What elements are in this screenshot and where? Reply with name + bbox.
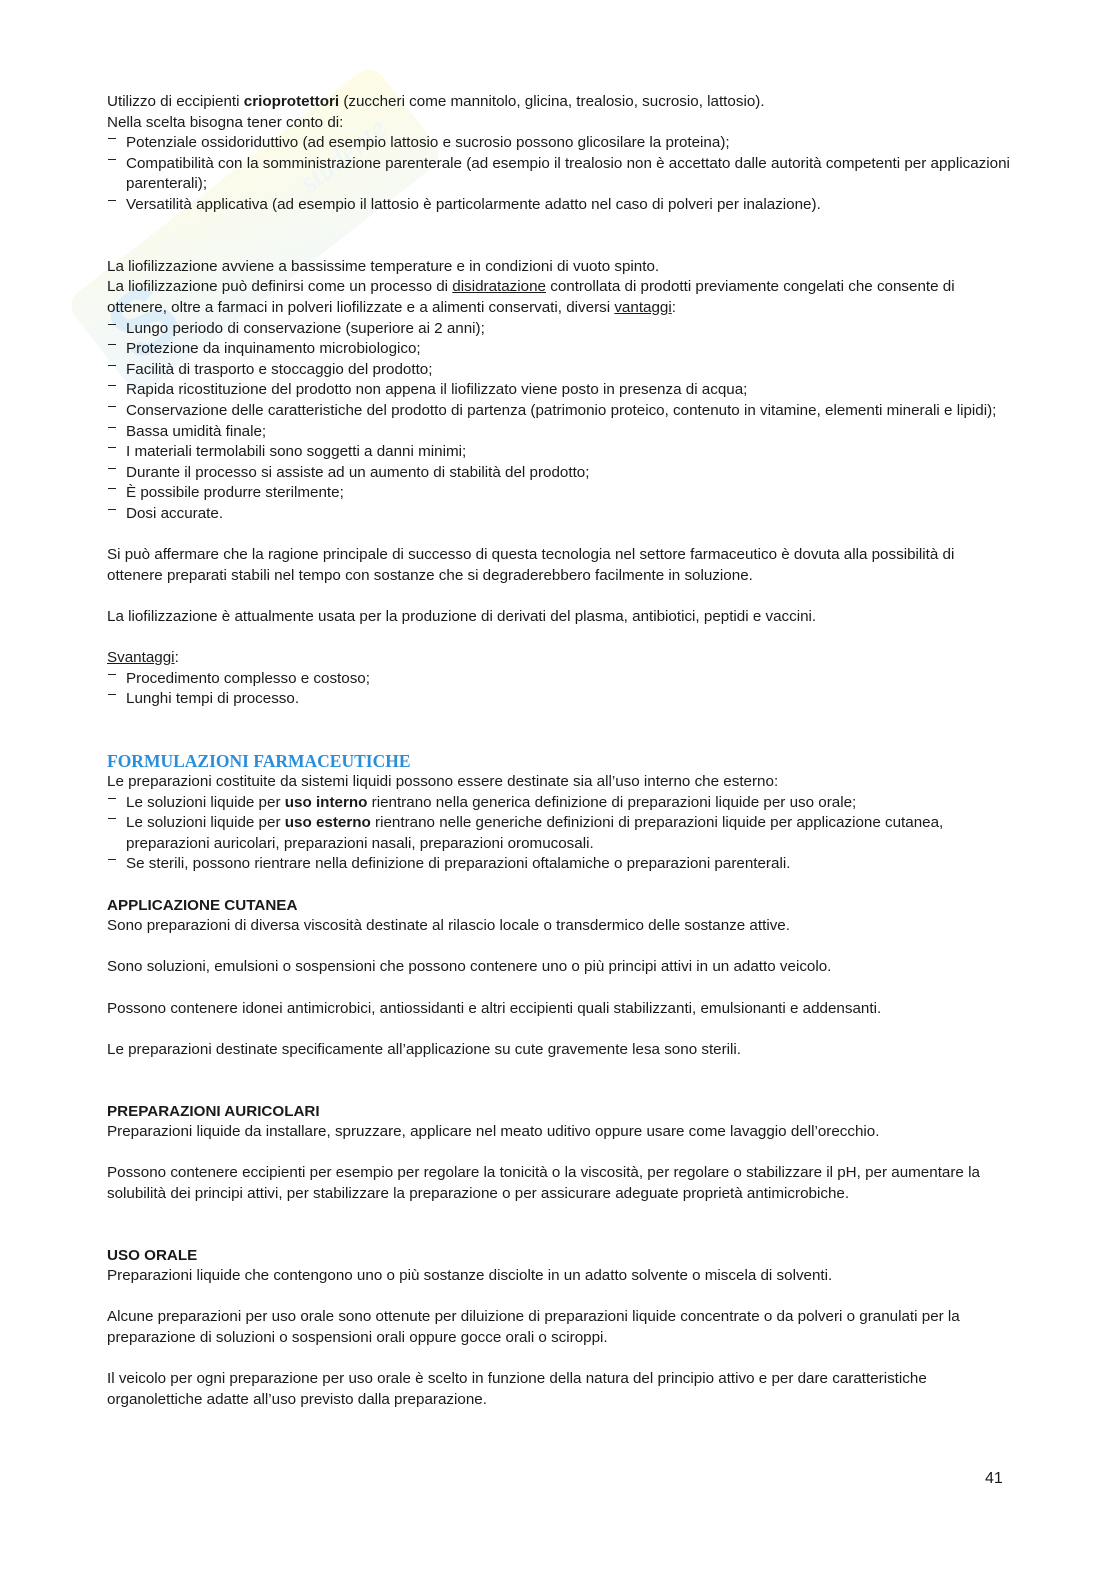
cutanea-paragraph-1: Sono preparazioni di diversa viscosità destinate al rilascio locale o transdermico delle sostanze attive. xyxy=(107,917,790,935)
cutanea-paragraph-3: Possono contenere idonei antimicrobici, antiossidanti e altri eccipienti quali stabilizzanti, emulsionanti e addensanti. xyxy=(107,999,882,1017)
section-title-cutanea: APPLICAZIONE CUTANEA xyxy=(107,896,298,914)
list-item: Lunghi tempi di processo. xyxy=(107,689,1012,710)
auricolari-paragraph-2: Possono contenere eccipienti per esempio per regolare la tonicità o la viscosità, per regolare o stabilizzare il pH, per aumentare la solubilità dei principi attivi, per stabilizzare la preparazione o per assicurare adeguate proprietà antimicrobiche. xyxy=(107,1164,980,1202)
list-item: Versatilità applicativa (ad esempio il lattosio è particolarmente adatto nel caso di polveri per inalazione). xyxy=(107,195,1012,216)
list-item: Conservazione delle caratteristiche del prodotto di partenza (patrimonio proteico, contenuto in vitamine, elementi minerali e lipidi); xyxy=(107,401,1012,422)
list-item: Protezione da inquinamento microbiologico; xyxy=(107,339,1012,360)
liofilizzazione-paragraph-1: La liofilizzazione avviene a bassissime temperature e in condizioni di vuoto spinto. xyxy=(107,257,660,275)
successo-paragraph: Si può affermare che la ragione principale di successo di questa tecnologia nel settore farmaceutico è dovuta alla possibilità di ottenere preparati stabili nel tempo con sostanze che si degraderebbero facilmente in soluzione. xyxy=(107,546,955,584)
svantaggi-heading: Svantaggi: xyxy=(107,649,179,667)
list-item: Facilità di trasporto e stoccaggio del prodotto; xyxy=(107,360,1012,381)
list-item: Rapida ricostituzione del prodotto non appena il liofilizzato viene posto in presenza di acqua; xyxy=(107,380,1012,401)
orale-paragraph-3: Il veicolo per ogni preparazione per uso orale è scelto in funzione della natura del principio attivo e per dare caratteristiche organolettiche adatte all’uso previsto dalla preparazione. xyxy=(107,1370,927,1408)
section-title-formulazioni: FORMULAZIONI FARMACEUTICHE xyxy=(107,751,411,771)
crioprotettori-paragraph: Utilizzo di eccipienti crioprotettori (zuccheri come mannitolo, glicina, trealosio, sucrosio, lattosio). xyxy=(107,93,765,110)
svg-text:S: S xyxy=(88,262,200,382)
scelta-paragraph: Nella scelta bisogna tener conto di: xyxy=(107,113,344,131)
liofilizzazione-paragraph-2: La liofilizzazione può definirsi come un processo di disidratazione controllata di prodotti previamente congelati che consente di ottenere, oltre a farmaci in polveri liofilizzate e a alimenti conservati, diversi vantaggi: xyxy=(107,278,955,316)
list-item: È possibile produrre sterilmente; xyxy=(107,483,1012,504)
list-item: Durante il processo si assiste ad un aumento di stabilità del prodotto; xyxy=(107,463,1012,484)
svantaggi-list xyxy=(107,669,1012,710)
orale-paragraph-1: Preparazioni liquide che contengono uno o più sostanze disciolte in un adatto solvente o miscela di solventi. xyxy=(107,1267,833,1285)
section-title-auricolari: PREPARAZIONI AURICOLARI xyxy=(107,1102,320,1120)
list-item: I materiali termolabili sono soggetti a danni minimi; xyxy=(107,442,1012,463)
formulazioni-intro: Le preparazioni costituite da sistemi liquidi possono essere destinate sia all’uso interno che esterno: xyxy=(107,773,779,790)
cutanea-paragraph-2: Sono soluzioni, emulsioni o sospensioni che possono contenere uno o più principi attivi in un adatto veicolo. xyxy=(107,958,832,976)
list-item: Le soluzioni liquide per uso esterno rientrano nelle generiche definizioni di preparazioni liquide per applicazione cutanea, preparazioni auricolari, preparazioni nasali, preparazioni oromucosali. xyxy=(107,813,1012,854)
section-title-orale: USO ORALE xyxy=(107,1246,198,1264)
formulazioni-list xyxy=(107,793,1012,875)
cutanea-paragraph-4: Le preparazioni destinate specificamente all’applicazione su cute gravemente lesa sono sterili. xyxy=(107,1040,742,1058)
auricolari-paragraph-1: Preparazioni liquide da installare, spruzzare, applicare nel meato uditivo oppure usare come lavaggio dell’orecchio. xyxy=(107,1123,880,1141)
page-number: 41 xyxy=(985,1470,1003,1487)
list-item: Le soluzioni liquide per uso interno rientrano nella generica definizione di preparazioni liquide per uso orale; xyxy=(107,793,1012,814)
list-item: Bassa umidità finale; xyxy=(107,422,1012,443)
utilizzo-paragraph: La liofilizzazione è attualmente usata per la produzione di derivati del plasma, antibiotici, peptidi e vaccini. xyxy=(107,607,817,625)
svg-text:studente: studente xyxy=(293,111,393,200)
criteria-list xyxy=(107,133,1012,215)
page-content xyxy=(107,92,1012,1410)
list-item: Procedimento complesso e costoso; xyxy=(107,669,1012,690)
list-item: Se sterili, possono rientrare nella definizione di preparazioni oftalamiche o preparazioni parenterali. xyxy=(107,854,1012,875)
list-item: Potenziale ossidoriduttivo (ad esempio lattosio e sucrosio possono glicosilare la proteina); xyxy=(107,133,1012,154)
list-item: Compatibilità con la somministrazione parenterale (ad esempio il trealosio non è accettato dalle autorità competenti per applicazioni parenterali); xyxy=(107,154,1012,195)
vantaggi-list xyxy=(107,319,1012,525)
list-item: Lungo periodo di conservazione (superiore ai 2 anni); xyxy=(107,319,1012,340)
list-item: Dosi accurate. xyxy=(107,504,1012,525)
orale-paragraph-2: Alcune preparazioni per uso orale sono ottenute per diluizione di preparazioni liquide concentrate o da polveri o granulati per la preparazione di soluzioni o sospensioni orali oppure gocce orali o sciroppi. xyxy=(107,1308,960,1347)
